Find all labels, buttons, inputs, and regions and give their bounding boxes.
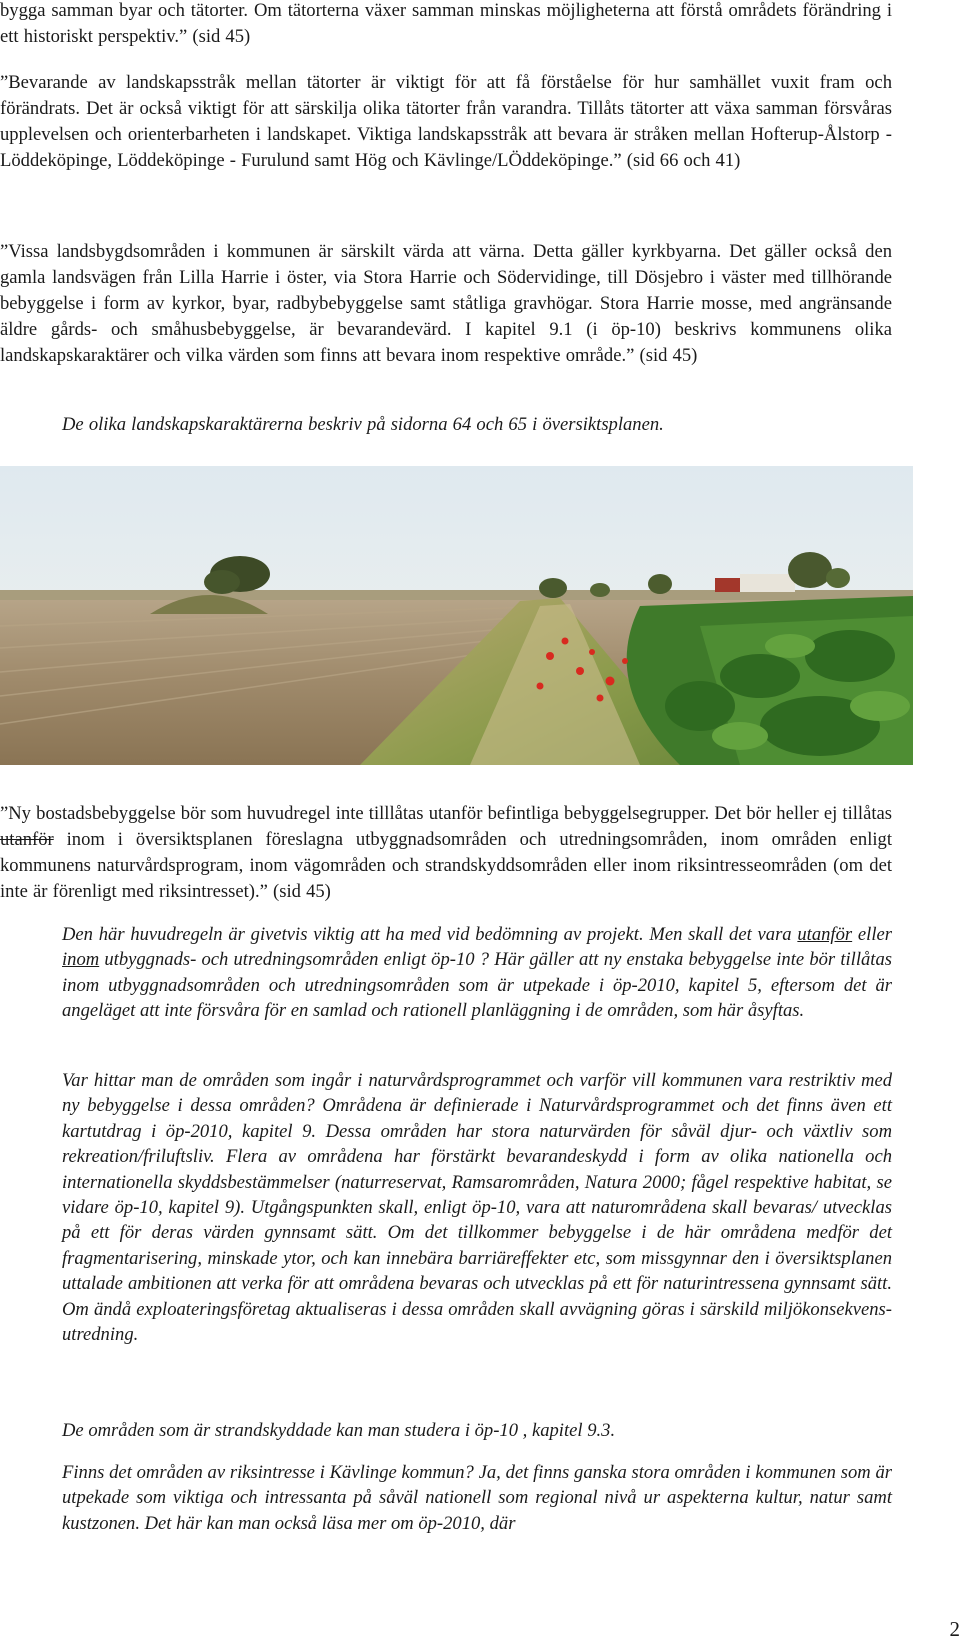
comment-riksintresse: Finns det områden av riksintresse i Kävlinge kommun? Ja, det finns ganska stora områden i kommunen som är utpekade som viktiga och intressanta på såväl nationell som regional nivå ur aspekterna kultur, natur samt kustzonen. Det här kan man också läsa mer om öp-2010, där (62, 1462, 892, 1534)
comment-huvudregel: Den här huvudregeln är givetvis viktig att ha med vid bedömning av projekt. Men skall det vara utanför eller inom utbyggnads- och utredningsområden enligt öp-10 ? Här gäller att ny enstaka bebyggelse inte bör tillåtas inom utbyggnadsområden och utredningsområden som är utpekade i öp-2010, kapitel 5, eftersom det är angeläget att inte försvåra för en samlad och rationell planläggning i de områden, som här åsyftas. (62, 924, 892, 1022)
landscape-photo (0, 466, 913, 765)
comment-naturvardsprogram: Var hittar man de områden som ingår i naturvårdsprogrammet och varför vill kommunen vara restriktiv med ny bebyggelse i dessa områden? Områdena är definierade i Naturvårdsprogrammet och det finns även ett kartutdrag i öp-2010, kapitel 9. Dessa områden har stora naturvärden för såväl djur- och växtliv som rekreation/friluftsliv. Flera av områdena har förstärkt bevarandeskydd i form av olika nationella och internationella skyddsbestämmelser (naturreservat, Ramsarområden, Natura 2000; fågel respektive habitat, se vidare öp-10, kapitel 9). Utgångspunkten skall, enligt öp-10, vara att naturområdena skall bevaras/ utvecklas på ett för deras värden gynnsamt sätt. Om det tillkommer bebyggelse i de här områdena medför det fragmentarisering, minskade ytor, och kan innebära barriäreffekter etc, som missgynnar den i översiktsplanen uttalade ambitionen att verka för att områdena bevaras och utvecklas på ett för naturintressena gynnsamt sätt. Om ändå exploateringsföretag aktualiseras i dessa områden skall avvägning göras i särskild miljökonsekvensutredning. (62, 1070, 892, 1346)
quote-bostadsbebyggelse: ”Ny bostadsbebyggelse bör som huvudregel inte tilllåtas utanför befintliga bebyggelsegrupper. Det bör heller ej tillåtas utanför inom i översiktsplanen föreslagna utbyggnadsområden och utredningsområden, inom områden enligt kommunens naturvårdsprogram, inom vägområden och strandskyddsområden eller inom riksintresseområden (om det inte är förenligt med riksintresset).” (sid 45) (0, 803, 892, 902)
page-number: 2 (949, 1617, 960, 1641)
quote-landskapsstrak: ”Bevarande av landskapsstråk mellan tätorter är viktigt för att få förståelse för hur samhället vuxit fram och förändrats. Det är också viktigt för att särskilja olika tätorter från varandra. Tillåts tätorter att växa samman försvåras upplevelsen och orienterbarheten i landskapet. Viktiga landskapsstråk att bevara är stråken mellan Hofterup-Ålstorp - Löddeköpinge, Löddeköpinge - Furulund samt Hög och Kävlinge/LÖddeköpinge.” (sid 66 och 41) (0, 72, 892, 171)
paragraph-1: bygga samman byar och tätorter. Om tätorterna växer samman minskas möjligheterna att förstå områdets förändring i ett historiskt perspektiv.” (sid 45) (0, 0, 892, 47)
quote-landsbygdsomraden: ”Vissa landsbygdsområden i kommunen är särskilt värda att värna. Detta gäller kyrkbyarna. Det gäller också den gamla landsvägen från Lilla Harrie i öster, via Stora Harrie och Södervidinge, till Dösjebro i väster med tillhörande bebyggelse i form av kyrkor, byar, radbybebyggelse samt ståtliga gravhögar. Stora Harrie mosse, med angränsande äldre gårds- och småhusbebyggelse, är bevarandevärd. I kapitel 9.1 (i öp-10) beskrivs kommunens olika landskapskaraktärer och vilka värden som finns att bevara inom respektive område.” (sid 45) (0, 241, 892, 366)
comment-strandskydd: De områden som är strandskyddade kan man studera i öp-10 , kapitel 9.3. (62, 1420, 616, 1441)
note-landskapskaraktarer: De olika landskapskaraktärerna beskriv på sidorna 64 och 65 i översiktsplanen. (62, 414, 664, 435)
